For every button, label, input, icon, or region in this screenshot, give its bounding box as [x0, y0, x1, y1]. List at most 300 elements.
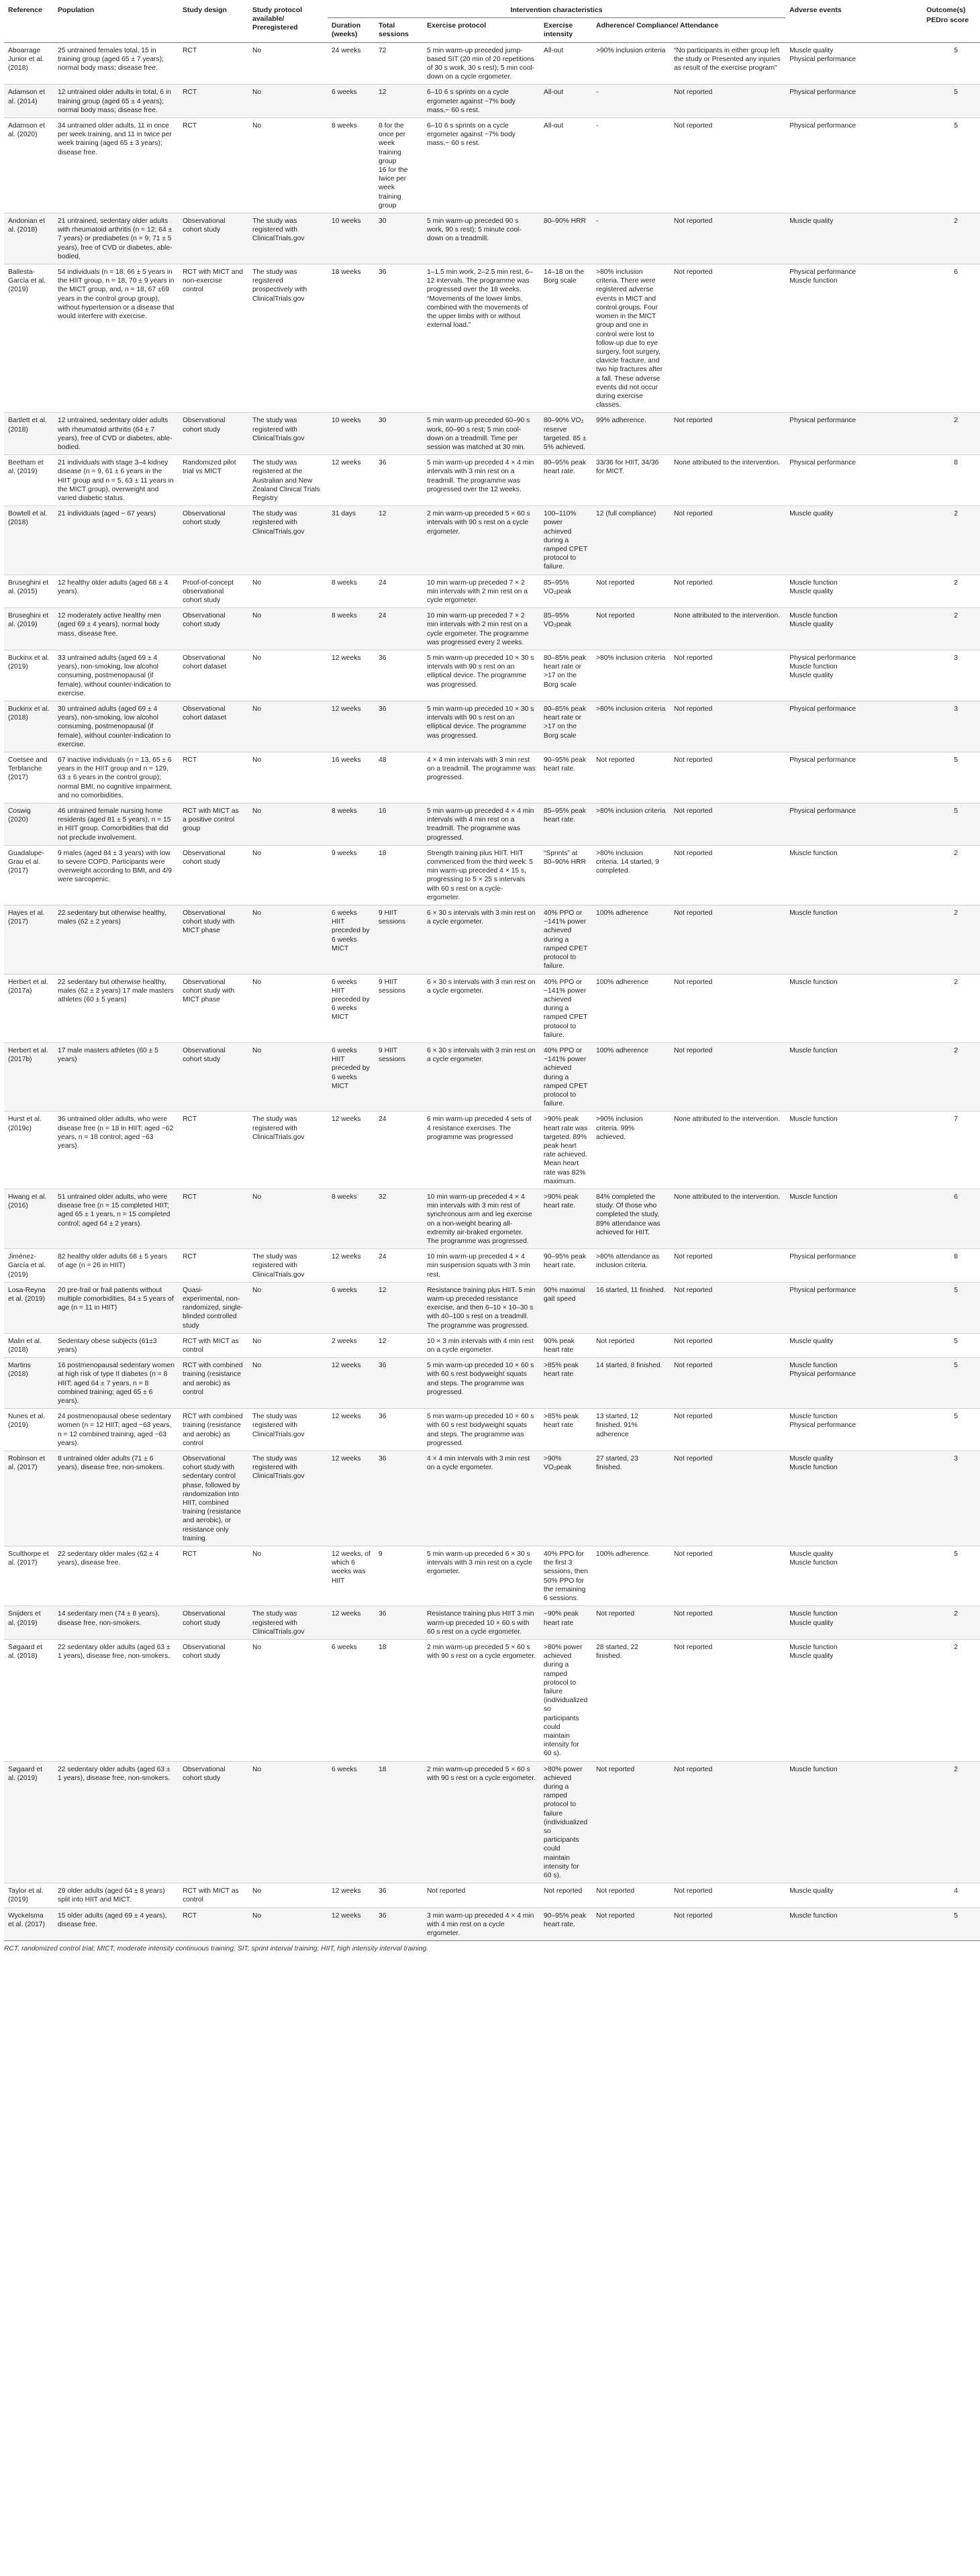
cell-population: 21 individuals (aged ~ 67 years)	[54, 506, 179, 575]
cell-duration: 12 weeks	[328, 1409, 375, 1451]
cell-exercise-protocol: Strength training plus HIIT. HIIT commenced from the third week: 5 min warm-up preceded 4 × 15 s, progressing to 5 × 25 s intervals with 60 s rest on a cycle-ergometer.	[423, 845, 540, 905]
cell-pedro: 6	[922, 1189, 980, 1248]
cell-pedro: 5	[922, 85, 980, 118]
cell-exercise-intensity: Not reported	[540, 1883, 592, 1908]
cell-exercise-protocol: Not reported	[423, 1883, 540, 1908]
cell-protocol: No	[248, 1042, 328, 1111]
cell-total-sessions: 36	[375, 650, 423, 701]
cell-study-design: Observational cohort study	[179, 1761, 248, 1883]
cell-study-design: RCT	[179, 752, 248, 803]
cell-adherence: Not reported	[592, 608, 670, 650]
cell-duration: 12 weeks	[328, 1883, 375, 1908]
cell-outcomes: Muscle function	[785, 1111, 922, 1189]
cell-population: 25 untrained females total, 15 in training group (aged 65 ± 7 years); normal body mass; disease free.	[54, 42, 179, 85]
table-footnote: RCT, randomized control trial; MICT, moderate intensity continuous training; SIT, sprint interval training; HIIT, high intensity interval training.	[4, 1945, 429, 1953]
cell-adherence: 27 started, 23 finished.	[592, 1451, 670, 1546]
table-row	[4, 1908, 980, 1941]
cell-population: 20 pre-frail or frail patients without multiple comorbidities, 84 ± 5 years of age (n = 11 in HIIT)	[54, 1282, 179, 1333]
cell-adverse-events: None attributed to the intervention.	[670, 455, 785, 506]
col-group-intervention: Intervention characteristics	[328, 3, 785, 18]
cell-exercise-intensity: >90% VO₂peak	[540, 1451, 592, 1546]
cell-total-sessions: 24	[375, 1111, 423, 1189]
table-row	[4, 845, 980, 905]
cell-pedro: 2	[922, 845, 980, 905]
cell-adverse-events: “No participants in either group left the study or Presented any injuries as result of the exercise program”	[670, 42, 785, 85]
cell-protocol: No	[248, 118, 328, 213]
cell-outcomes: Physical performance	[785, 455, 922, 506]
cell-exercise-intensity: >80% power achieved during a ramped protocol to failure (individualized so participants could maintain intensity for 60 s).	[540, 1639, 592, 1761]
cell-adherence: 13 started, 12 finished. 91% adherence	[592, 1409, 670, 1451]
table-row	[4, 1639, 980, 1761]
cell-adherence: >90% inclusion criteria	[592, 42, 670, 85]
cell-adherence: Not reported	[592, 1761, 670, 1883]
cell-population: 12 healthy older adults (aged 68 ± 4 years).	[54, 575, 179, 608]
cell-total-sessions: 36	[375, 1883, 423, 1908]
cell-protocol: The study was registered with ClinicalTrials.gov	[248, 1606, 328, 1640]
cell-exercise-intensity: 85–95% peak heart rate.	[540, 803, 592, 846]
cell-protocol: No	[248, 608, 328, 650]
cell-protocol: No	[248, 1358, 328, 1409]
cell-duration: 6 weeks	[328, 1761, 375, 1883]
cell-adverse-events: Not reported	[670, 1042, 785, 1111]
cell-adverse-events: Not reported	[670, 1333, 785, 1357]
cell-outcomes: Muscle quality	[785, 1333, 922, 1357]
table-row	[4, 1409, 980, 1451]
cell-adherence: 100% adherence	[592, 974, 670, 1042]
cell-study-design: Observational cohort dataset	[179, 650, 248, 701]
table-row	[4, 506, 980, 575]
cell-adverse-events: Not reported	[670, 413, 785, 455]
cell-exercise-protocol: 6 × 30 s intervals with 3 min rest on a cycle ergometer.	[423, 974, 540, 1042]
cell-protocol: No	[248, 1883, 328, 1908]
cell-exercise-protocol: 5 min warm-up preceded 10 × 30 s intervals with 90 s rest on an elliptical device. The programme was progressed.	[423, 701, 540, 752]
cell-exercise-protocol: 10 min warm-up preceded 4 × 4 min suspension squats with 3 min rest.	[423, 1249, 540, 1283]
cell-total-sessions: 30	[375, 213, 423, 264]
cell-pedro: 2	[922, 1639, 980, 1761]
cell-exercise-intensity: “Sprints” at 80–90% HRR	[540, 845, 592, 905]
cell-outcomes: Physical performance	[785, 85, 922, 118]
cell-population: 82 healthy older adults 68 ± 5 years of age (n = 26 in HIIT)	[54, 1249, 179, 1283]
cell-duration: 12 weeks	[328, 650, 375, 701]
cell-total-sessions: 9 HIIT sessions	[375, 1042, 423, 1111]
cell-total-sessions: 16	[375, 803, 423, 846]
cell-study-design: Observational cohort study	[179, 506, 248, 575]
cell-adherence: 100% adherence	[592, 905, 670, 974]
cell-pedro: 5	[922, 1282, 980, 1333]
cell-pedro: 7	[922, 1111, 980, 1189]
cell-protocol: The study was registered with ClinicalTrials.gov	[248, 1111, 328, 1189]
cell-exercise-protocol: 2 min warm-up preceded 5 × 60 s with 90 s rest on a cycle ergometer.	[423, 1761, 540, 1883]
cell-exercise-intensity: 40% PPO or ~141% power achieved during a ramped CPET protocol to failure.	[540, 974, 592, 1042]
cell-reference: Bartlett et al. (2018)	[4, 413, 54, 455]
cell-duration: 12 weeks	[328, 1358, 375, 1409]
cell-pedro: 3	[922, 1451, 980, 1546]
cell-exercise-protocol: 6–10 6 s sprints on a cycle ergometer against ~7% body mass,~ 60 s rest.	[423, 85, 540, 118]
cell-reference: Adamson et al. (2020)	[4, 118, 54, 213]
cell-duration: 6 weeks	[328, 1282, 375, 1333]
table-row	[4, 608, 980, 650]
cell-duration: 9 weeks	[328, 845, 375, 905]
cell-reference: Aboarrage Junior et al. (2018)	[4, 42, 54, 85]
cell-duration: 12 weeks	[328, 1606, 375, 1640]
cell-adverse-events: Not reported	[670, 845, 785, 905]
cell-exercise-intensity: ~90% peak heart rate	[540, 1606, 592, 1640]
cell-pedro: 5	[922, 1409, 980, 1451]
cell-population: 17 male masters athletes (60 ± 5 years)	[54, 1042, 179, 1111]
cell-population: 15 older adults (aged 69 ± 4 years), disease free.	[54, 1908, 179, 1941]
cell-outcomes: Muscle function	[785, 1908, 922, 1941]
cell-population: 12 untrained, sedentary older adults with rheumatoid arthritis (64 ± 7 years), free of CVD or diabetes, able-bodied.	[54, 413, 179, 455]
cell-total-sessions: 8 for the once per week training group 16 for the twice per week training group	[375, 118, 423, 213]
cell-total-sessions: 24	[375, 608, 423, 650]
cell-study-design: Randomized pilot trial vs MICT	[179, 455, 248, 506]
cell-reference: Coetsee and Terblanche (2017)	[4, 752, 54, 803]
table-row	[4, 1249, 980, 1283]
table-row	[4, 85, 980, 118]
cell-reference: Søgaard et al. (2018)	[4, 1639, 54, 1761]
table-row	[4, 1189, 980, 1248]
cell-protocol: No	[248, 905, 328, 974]
cell-duration: 8 weeks	[328, 803, 375, 846]
cell-study-design: Proof-of-concept observational cohort study	[179, 575, 248, 608]
cell-adherence: Not reported	[592, 575, 670, 608]
cell-exercise-intensity: 85–95% VO₂peak	[540, 608, 592, 650]
cell-exercise-intensity: 90% peak heart rate	[540, 1333, 592, 1357]
cell-exercise-intensity: 80–85% peak heart rate or >17 on the Borg scale	[540, 701, 592, 752]
cell-exercise-intensity: 90–95% peak heart rate.	[540, 1908, 592, 1941]
cell-duration: 12 weeks	[328, 1249, 375, 1283]
cell-reference: Sculthorpe et al. (2017)	[4, 1546, 54, 1606]
cell-population: 12 untrained older adults in total, 6 in training group (aged 65 ± 4 years); normal body mass; disease free.	[54, 85, 179, 118]
cell-exercise-protocol: 5 min warm-up preceded 6 × 30 s intervals with 3 min rest on a cycle ergometer.	[423, 1546, 540, 1606]
cell-adverse-events: Not reported	[670, 1409, 785, 1451]
cell-study-design: RCT with MICT and non-exercise control	[179, 264, 248, 413]
cell-reference: Losa-Reyna et al. (2019)	[4, 1282, 54, 1333]
cell-reference: Martins (2018)	[4, 1358, 54, 1409]
cell-adverse-events: Not reported	[670, 118, 785, 213]
cell-population: 22 sedentary but otherwise healthy, males (62 ± 2 years)	[54, 905, 179, 974]
cell-duration: 8 weeks	[328, 575, 375, 608]
cell-exercise-intensity: 80–95% peak heart rate.	[540, 455, 592, 506]
cell-adverse-events: Not reported	[670, 974, 785, 1042]
cell-outcomes: Physical performance	[785, 1249, 922, 1283]
col-outcomes: Outcome(s)	[926, 6, 966, 14]
cell-duration: 12 weeks	[328, 1111, 375, 1189]
cell-total-sessions: 9 HIIT sessions	[375, 905, 423, 974]
cell-outcomes: Muscle function Muscle quality	[785, 1639, 922, 1761]
cell-population: 12 moderately active healthy men (aged 69 ± 4 years), normal body mass, disease free.	[54, 608, 179, 650]
cell-duration: 12 weeks	[328, 1908, 375, 1941]
cell-reference: Herbert et al. (2017b)	[4, 1042, 54, 1111]
cell-outcomes: Physical performance	[785, 752, 922, 803]
cell-total-sessions: 24	[375, 1249, 423, 1283]
cell-exercise-intensity: 90% maximal gait speed	[540, 1282, 592, 1333]
cell-duration: 12 weeks	[328, 1451, 375, 1546]
cell-adverse-events: Not reported	[670, 1883, 785, 1908]
cell-adherence: Not reported	[592, 752, 670, 803]
cell-adverse-events: Not reported	[670, 1908, 785, 1941]
cell-outcomes: Physical performance	[785, 413, 922, 455]
cell-protocol: No	[248, 1546, 328, 1606]
cell-adherence: >80% inclusion criteria. 14 started, 9 completed.	[592, 845, 670, 905]
cell-outcomes: Muscle function Physical performance	[785, 1409, 922, 1451]
cell-adherence: 99% adherence.	[592, 413, 670, 455]
cell-adverse-events: Not reported	[670, 1761, 785, 1883]
cell-total-sessions: 12	[375, 1282, 423, 1333]
col-outcomes-pedro	[922, 3, 980, 42]
cell-population: 30 untrained adults (aged 69 ± 4 years), non-smoking, low alcohol consuming, postmenopausal (if female), without counter-indication to exercise.	[54, 701, 179, 752]
cell-duration: 12 weeks, of which 6 weeks was HIIT	[328, 1546, 375, 1606]
cell-exercise-intensity: 100–110% power achieved during a ramped CPET protocol to failure.	[540, 506, 592, 575]
cell-population: 54 individuals (n = 18, 66 ± 5 years in the HIIT group, n = 18, 70 ± 9 years in the MICT group, and, n = 18, 67 ±69 years in the control group group), without hypertension or a disease that would interfere with exercise.	[54, 264, 179, 413]
cell-population: 21 individuals with stage 3–4 kidney disease (n = 9, 61 ± 6 years in the HIIT group and n = 5, 63 ± 11 years in the MICT group), overweight and varied diabetic status.	[54, 455, 179, 506]
cell-pedro: 2	[922, 1606, 980, 1640]
cell-study-design: Observational cohort study	[179, 608, 248, 650]
cell-outcomes: Muscle quality	[785, 506, 922, 575]
cell-protocol: No	[248, 752, 328, 803]
cell-study-design: Observational cohort study with sedentary control phase, followed by randomization into HIIT, combined training (resistance and aerobic), or resistance only training.	[179, 1451, 248, 1546]
cell-exercise-intensity: >85% peak heart rate	[540, 1358, 592, 1409]
cell-population: 14 sedentary men (74 ± 8 years), disease free, non-smokers.	[54, 1606, 179, 1640]
cell-reference: Coswig (2020)	[4, 803, 54, 846]
study-table	[4, 3, 980, 1941]
cell-pedro: 3	[922, 701, 980, 752]
cell-adherence: >80% inclusion criteria	[592, 650, 670, 701]
cell-exercise-intensity: 40% PPO for the first 3 sessions, then 50% PPO for the remaining 6 sessions.	[540, 1546, 592, 1606]
cell-study-design: RCT	[179, 1249, 248, 1283]
cell-total-sessions: 30	[375, 413, 423, 455]
cell-pedro: 2	[922, 608, 980, 650]
cell-study-design: Observational cohort study	[179, 845, 248, 905]
cell-pedro: 6	[922, 264, 980, 413]
cell-outcomes: Muscle quality Muscle function	[785, 1451, 922, 1546]
cell-adverse-events: Not reported	[670, 1358, 785, 1409]
cell-reference: Jiménez-García et al. (2019)	[4, 1249, 54, 1283]
cell-exercise-protocol: 6 min warm-up preceded 4 sets of 4 resistance exercises. The programme was progressed	[423, 1111, 540, 1189]
cell-reference: Taylor et al. (2019)	[4, 1883, 54, 1908]
cell-adherence: 14 started, 8 finished.	[592, 1358, 670, 1409]
col-study-design: Study design	[183, 6, 227, 14]
cell-population: 51 untrained older adults, who were disease free (n = 15 completed HIIT; aged 65 ± 1 years, n = 15 completed control; aged 64 ± 2 years).	[54, 1189, 179, 1248]
cell-study-design: RCT with MICT as control	[179, 1333, 248, 1357]
cell-outcomes: Muscle function Muscle quality	[785, 608, 922, 650]
cell-adherence: 33/36 for HIIT, 34/36 for MICT.	[592, 455, 670, 506]
cell-exercise-protocol: 10 min warm-up preceded 4 × 4 min intervals with 3 min rest of synchronous arm and leg exercise on a non-weight bearing all-extremity air-braked ergometer. The programme was progressed.	[423, 1189, 540, 1248]
cell-reference: Søgaard et al. (2019)	[4, 1761, 54, 1883]
cell-duration: 12 weeks	[328, 701, 375, 752]
table-row	[4, 1358, 980, 1409]
cell-adverse-events: None attributed to the intervention.	[670, 608, 785, 650]
cell-adverse-events: Not reported	[670, 506, 785, 575]
cell-population: 34 untrained older adults, 11 in once per week training, and 11 in twice per week training (aged 65 ± 3 years); disease free.	[54, 118, 179, 213]
cell-total-sessions: 9 HIIT sessions	[375, 974, 423, 1042]
cell-study-design: RCT with combined training (resistance and aerobic) as control	[179, 1409, 248, 1451]
cell-pedro: 8	[922, 455, 980, 506]
cell-population: Sedentary obese subjects (61±3 years)	[54, 1333, 179, 1357]
cell-study-design: RCT	[179, 1189, 248, 1248]
cell-study-design: Observational cohort study	[179, 1639, 248, 1761]
cell-study-design: Observational cohort study with MICT phase	[179, 905, 248, 974]
cell-total-sessions: 18	[375, 1761, 423, 1883]
cell-protocol: No	[248, 1282, 328, 1333]
cell-reference: Adamson et al. (2014)	[4, 85, 54, 118]
cell-exercise-protocol: 5 min warm-up preceded jump-based SIT (20 min of 20 repetitions of 30 s work, 30 s rest); 5 min cool-down on a cycle ergometer.	[423, 42, 540, 85]
cell-reference: Herbert et al. (2017a)	[4, 974, 54, 1042]
cell-exercise-intensity: 40% PPO or ~141% power achieved during a ramped CPET protocol to failure.	[540, 1042, 592, 1111]
table-row	[4, 1333, 980, 1357]
col-adherence: Adherence/ Compliance/ Attendance	[592, 18, 785, 42]
cell-protocol: The study was registered with ClinicalTrials.gov	[248, 1409, 328, 1451]
cell-duration: 6 weeks HIIT preceded by 6 weeks MICT	[328, 905, 375, 974]
cell-study-design: Observational cohort study	[179, 1042, 248, 1111]
cell-reference: Andonian et al. (2018)	[4, 213, 54, 264]
cell-adverse-events: Not reported	[670, 85, 785, 118]
table-row	[4, 455, 980, 506]
cell-reference: Bruseghini et al. (2015)	[4, 575, 54, 608]
cell-exercise-protocol: 6 × 30 s intervals with 3 min rest on a cycle ergometer.	[423, 905, 540, 974]
cell-total-sessions: 9	[375, 1546, 423, 1606]
cell-total-sessions: 12	[375, 85, 423, 118]
cell-exercise-protocol: 5 min warm-up preceded 90 s work, 90 s rest); 5 minute cool-down on a treadmill.	[423, 213, 540, 264]
cell-reference: Buckinx et al. (2019)	[4, 650, 54, 701]
cell-adverse-events: Not reported	[670, 264, 785, 413]
cell-exercise-intensity: 80–90% VO₂ reserve targeted. 85 ± 5% achieved.	[540, 413, 592, 455]
col-adverse-events: Adverse events	[789, 6, 842, 14]
cell-protocol: No	[248, 575, 328, 608]
cell-adherence: 12 (full compliance)	[592, 506, 670, 575]
cell-pedro: 5	[922, 1333, 980, 1357]
table-row	[4, 118, 980, 213]
cell-adherence: -	[592, 118, 670, 213]
cell-adverse-events: Not reported	[670, 1249, 785, 1283]
cell-total-sessions: 36	[375, 1358, 423, 1409]
cell-protocol: No	[248, 1761, 328, 1883]
cell-exercise-intensity: >90% peak heart rate.	[540, 1189, 592, 1248]
cell-adverse-events: Not reported	[670, 1639, 785, 1761]
cell-exercise-intensity: 85–95% VO₂peak	[540, 575, 592, 608]
cell-protocol: The study was registered with ClinicalTrials.gov	[248, 413, 328, 455]
cell-exercise-protocol: 5 min warm-up preceded 60–90 s work, 60–90 s rest; 5 min cool-down on a treadmill. Time per session was matched at 30 min.	[423, 413, 540, 455]
cell-adverse-events: None attributed to the intervention.	[670, 1111, 785, 1189]
cell-population: 36 untrained older adults, who were disease free (n = 18 in HIIT; aged ~62 years, n = 18 control; aged ~63 years).	[54, 1111, 179, 1189]
cell-exercise-protocol: 2 min warm-up preceded 5 × 60 s intervals with 90 s rest on a cycle ergometer.	[423, 506, 540, 575]
cell-exercise-protocol: 5 min warm-up preceded 10 × 60 s with 60 s rest bodyweight squats and steps. The programme was progressed.	[423, 1409, 540, 1451]
cell-pedro: 4	[922, 1883, 980, 1908]
cell-protocol: No	[248, 1189, 328, 1248]
cell-outcomes: Physical performance	[785, 701, 922, 752]
col-pedro: PEDro score	[926, 16, 969, 25]
cell-adherence: -	[592, 213, 670, 264]
cell-exercise-protocol: 2 min warm-up preceded 5 × 60 s with 90 s rest on a cycle ergometer.	[423, 1639, 540, 1761]
cell-exercise-intensity: 14–18 on the Borg scale	[540, 264, 592, 413]
col-exercise-intensity: Exercise intensity	[540, 18, 592, 42]
table-row	[4, 1546, 980, 1606]
cell-outcomes: Physical performance	[785, 803, 922, 846]
col-total-sessions: Total sessions	[375, 18, 423, 42]
cell-exercise-intensity: 90–95% peak heart rate.	[540, 752, 592, 803]
cell-protocol: No	[248, 701, 328, 752]
table-row	[4, 1606, 980, 1640]
cell-pedro: 5	[922, 1908, 980, 1941]
cell-exercise-protocol: 5 min warm-up preceded 10 × 30 s intervals with 90 s rest on an elliptical device. The programme was progressed.	[423, 650, 540, 701]
cell-adverse-events: Not reported	[670, 213, 785, 264]
cell-population: 33 untrained adults (aged 69 ± 4 years), non-smoking, low alcohol consuming, postmenopausal (if female), without counter-indication to exercise.	[54, 650, 179, 701]
cell-pedro: 3	[922, 650, 980, 701]
cell-total-sessions: 18	[375, 845, 423, 905]
cell-reference: Hayes et al. (2017)	[4, 905, 54, 974]
col-exercise-protocol: Exercise protocol	[423, 18, 540, 42]
cell-adverse-events: Not reported	[670, 1546, 785, 1606]
cell-exercise-intensity: 90–95% peak heart rate.	[540, 1249, 592, 1283]
cell-adherence: 100% adherence.	[592, 1546, 670, 1606]
cell-reference: Bruseghini et al. (2019)	[4, 608, 54, 650]
cell-exercise-protocol: 4 × 4 min intervals with 3 min rest on a cycle ergometer.	[423, 1451, 540, 1546]
cell-adherence: 100% adherence	[592, 1042, 670, 1111]
cell-protocol: The study was registered with ClinicalTrials.gov	[248, 1249, 328, 1283]
cell-reference: Buckinx et al. (2018)	[4, 701, 54, 752]
cell-total-sessions: 12	[375, 506, 423, 575]
cell-adherence: 16 started, 11 finished.	[592, 1282, 670, 1333]
cell-study-design: RCT	[179, 118, 248, 213]
cell-adherence: Not reported	[592, 1333, 670, 1357]
cell-outcomes: Muscle function Muscle quality	[785, 575, 922, 608]
cell-exercise-intensity: >90% peak heart rate was targeted. 89% peak heart rate achieved. Mean heart rate was 82% maximum.	[540, 1111, 592, 1189]
table-row	[4, 1282, 980, 1333]
cell-reference: Nunes et al. (2019)	[4, 1409, 54, 1451]
cell-reference: Beetham et al. (2019)	[4, 455, 54, 506]
cell-protocol: No	[248, 803, 328, 846]
cell-population: 67 inactive individuals (n = 13, 65 ± 6 years in the HIIT group and n = 129, 63 ± 6 years in the control group); normal BMI, no cognitive impairment, and no comorbidities.	[54, 752, 179, 803]
cell-exercise-protocol: 10 × 3 min intervals with 4 min rest on a cycle ergometer.	[423, 1333, 540, 1357]
cell-population: 9 males (aged 84 ± 3 years) with low to severe COPD. Participants were overweight according to BMI, and 4/9 were sarcopenic.	[54, 845, 179, 905]
col-reference: Reference	[8, 6, 42, 14]
cell-population: 24 postmenopausal obese sedentary women (n = 12 HIIT; aged ~63 years, n = 12 combined training; aged ~63 years).	[54, 1409, 179, 1451]
cell-population: 8 untrained older adults (71 ± 6 years), disease free, non-smokers.	[54, 1451, 179, 1546]
cell-outcomes: Physical performance	[785, 1282, 922, 1333]
cell-outcomes: Physical performance Muscle function	[785, 264, 922, 413]
cell-duration: 10 weeks	[328, 413, 375, 455]
cell-adherence: >80% attendance as inclusion criteria.	[592, 1249, 670, 1283]
cell-exercise-protocol: 4 × 4 min intervals with 3 min rest on a treadmill. The programme was progressed.	[423, 752, 540, 803]
cell-exercise-protocol: 10 min warm-up preceded 7 × 2 min intervals with 2 min rest on a cycle ergometer.	[423, 575, 540, 608]
cell-duration: 6 weeks HIIT preceded by 6 weeks MICT	[328, 1042, 375, 1111]
col-duration: Duration (weeks)	[328, 18, 375, 42]
cell-pedro: 2	[922, 974, 980, 1042]
cell-exercise-protocol: 3 min warm-up preceded 4 × 4 min with 4 min rest on a cycle ergometer.	[423, 1908, 540, 1941]
cell-protocol: No	[248, 1639, 328, 1761]
cell-outcomes: Muscle function	[785, 974, 922, 1042]
cell-study-design: RCT	[179, 1546, 248, 1606]
cell-outcomes: Muscle quality	[785, 1883, 922, 1908]
cell-exercise-protocol: 5 min warm-up preceded 4 × 4 min intervals with 3 min rest on a treadmill. The programme was progressed over the 12 weeks.	[423, 455, 540, 506]
cell-pedro: 5	[922, 752, 980, 803]
cell-protocol: No	[248, 1333, 328, 1357]
cell-reference: Robinson et al. (2017)	[4, 1451, 54, 1546]
cell-total-sessions: 48	[375, 752, 423, 803]
cell-total-sessions: 36	[375, 1606, 423, 1640]
cell-pedro: 5	[922, 118, 980, 213]
cell-adverse-events: Not reported	[670, 650, 785, 701]
table-header	[4, 3, 980, 42]
table-row	[4, 575, 980, 608]
cell-adverse-events: Not reported	[670, 752, 785, 803]
cell-outcomes: Muscle quality Muscle function	[785, 1546, 922, 1606]
cell-total-sessions: 12	[375, 1333, 423, 1357]
cell-reference: Bowtell et al. (2018)	[4, 506, 54, 575]
cell-reference: Malin et al. (2018)	[4, 1333, 54, 1357]
table-row	[4, 42, 980, 85]
table-row	[4, 413, 980, 455]
